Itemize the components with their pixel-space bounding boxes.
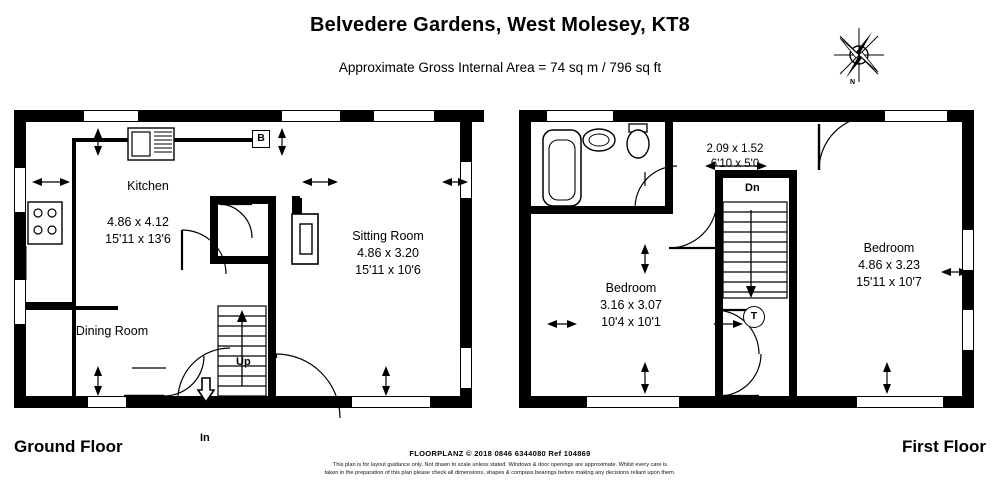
room-kitchen: Kitchen [127, 179, 169, 193]
area-subtitle: Approximate Gross Internal Area = 74 sq m / 796 sq ft [338, 60, 662, 75]
ground-floor-plan [14, 110, 484, 444]
entrance-tag: In [200, 432, 210, 444]
room-bedroom-1: Bedroom 3.16 x 3.07 10'4 x 10'1 [600, 281, 662, 329]
room-dining: Dining Room [75, 324, 149, 338]
disclaimer: This plan is for layout guidance only. Not drawn to scale unless stated. Windows & door openings are approximate. Whilst every care is taken in the preparation of this plan please check all dimensions, shapes & compass bearings before making any decisions reliant upon them. [324, 462, 676, 476]
first-floor-label: First Floor [901, 437, 986, 456]
bathroom-dimensions: 2.09 x 1.52 6'10 x 5'0 [706, 143, 764, 170]
first-floor-plan [519, 110, 986, 420]
ground-floor-label: Ground Floor [14, 437, 123, 456]
stairs-up-tag: Up [236, 356, 251, 368]
tank-tag: T [743, 306, 765, 328]
page-title: Belvedere Gardens, West Molesey, KT8 [310, 14, 690, 36]
room-sitting: Sitting Room 4.86 x 3.20 15'11 x 10'6 [352, 229, 424, 277]
svg-text:N: N [850, 79, 856, 86]
compass-rose [826, 22, 892, 88]
floorplanz-brand: FLOORPLANZ © 2018 0846 6344080 Ref 104869 [409, 449, 591, 458]
room-kitchen-dims: 4.86 x 4.12 15'11 x 13'6 [105, 215, 171, 246]
stairs-down-tag: Dn [745, 182, 760, 194]
room-bedroom-2: Bedroom 4.86 x 3.23 15'11 x 10'7 [856, 241, 922, 289]
boiler-tag: B [252, 130, 270, 148]
